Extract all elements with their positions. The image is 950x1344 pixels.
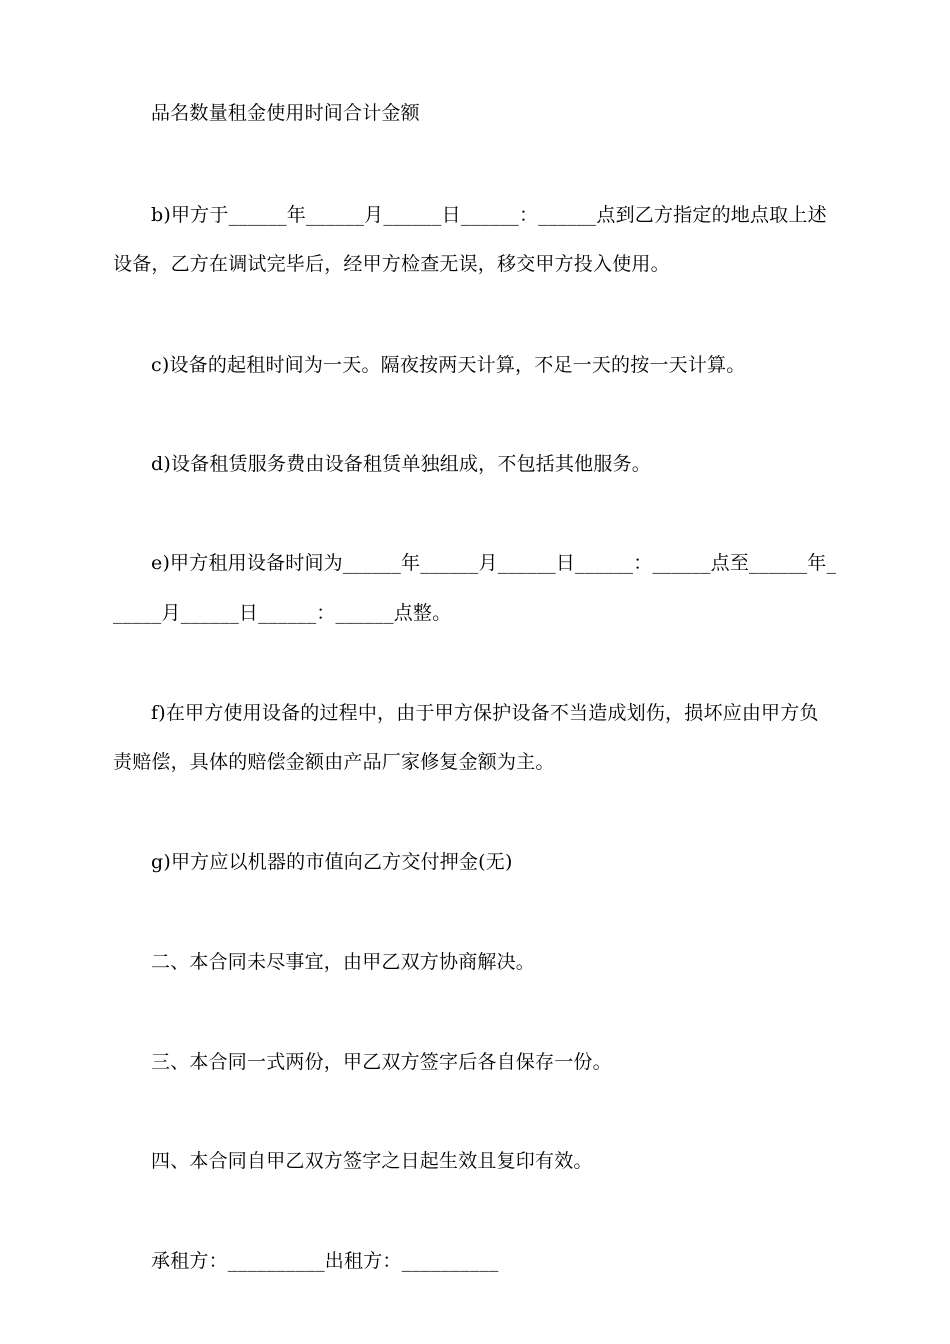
clause-c: c)设备的起租时间为一天。隔夜按两天计算，不足一天的按一天计算。 [151, 354, 746, 376]
section-3: 三、本合同一式两份，甲乙双方签字后各自保存一份。 [151, 1051, 612, 1073]
section-4: 四、本合同自甲乙双方签字之日起生效且复印有效。 [151, 1150, 593, 1172]
clause-f-line-2: 责赔偿，具体的赔偿金额由产品厂家修复金额为主。 [113, 751, 555, 773]
clause-e-line-2: _____月______日______：______点整。 [113, 602, 452, 624]
clause-g: g)甲方应以机器的市值向乙方交付押金(无) [151, 851, 513, 873]
clause-f-line-1: f)在甲方使用设备的过程中，由于甲方保护设备不当造成划伤，损坏应由甲方负 [151, 702, 819, 724]
signature-line: 承租方：__________出租方：__________ [151, 1250, 499, 1272]
clause-b-line-1: b)甲方于______年______月______日______：______点到乙方指定的地点取上述 [151, 204, 827, 226]
clause-b-line-2: 设备，乙方在调试完毕后，经甲方检查无误，移交甲方投入使用。 [113, 253, 670, 275]
clause-e-line-1: e)甲方租用设备时间为______年______月______日______：______点至______年_ [151, 552, 837, 574]
clause-d: d)设备租赁服务费由设备租赁单独组成，不包括其他服务。 [151, 453, 651, 475]
item-columns-line: 品名数量租金使用时间合计金额 [151, 102, 420, 124]
section-2: 二、本合同未尽事宜，由甲乙双方协商解决。 [151, 951, 536, 973]
